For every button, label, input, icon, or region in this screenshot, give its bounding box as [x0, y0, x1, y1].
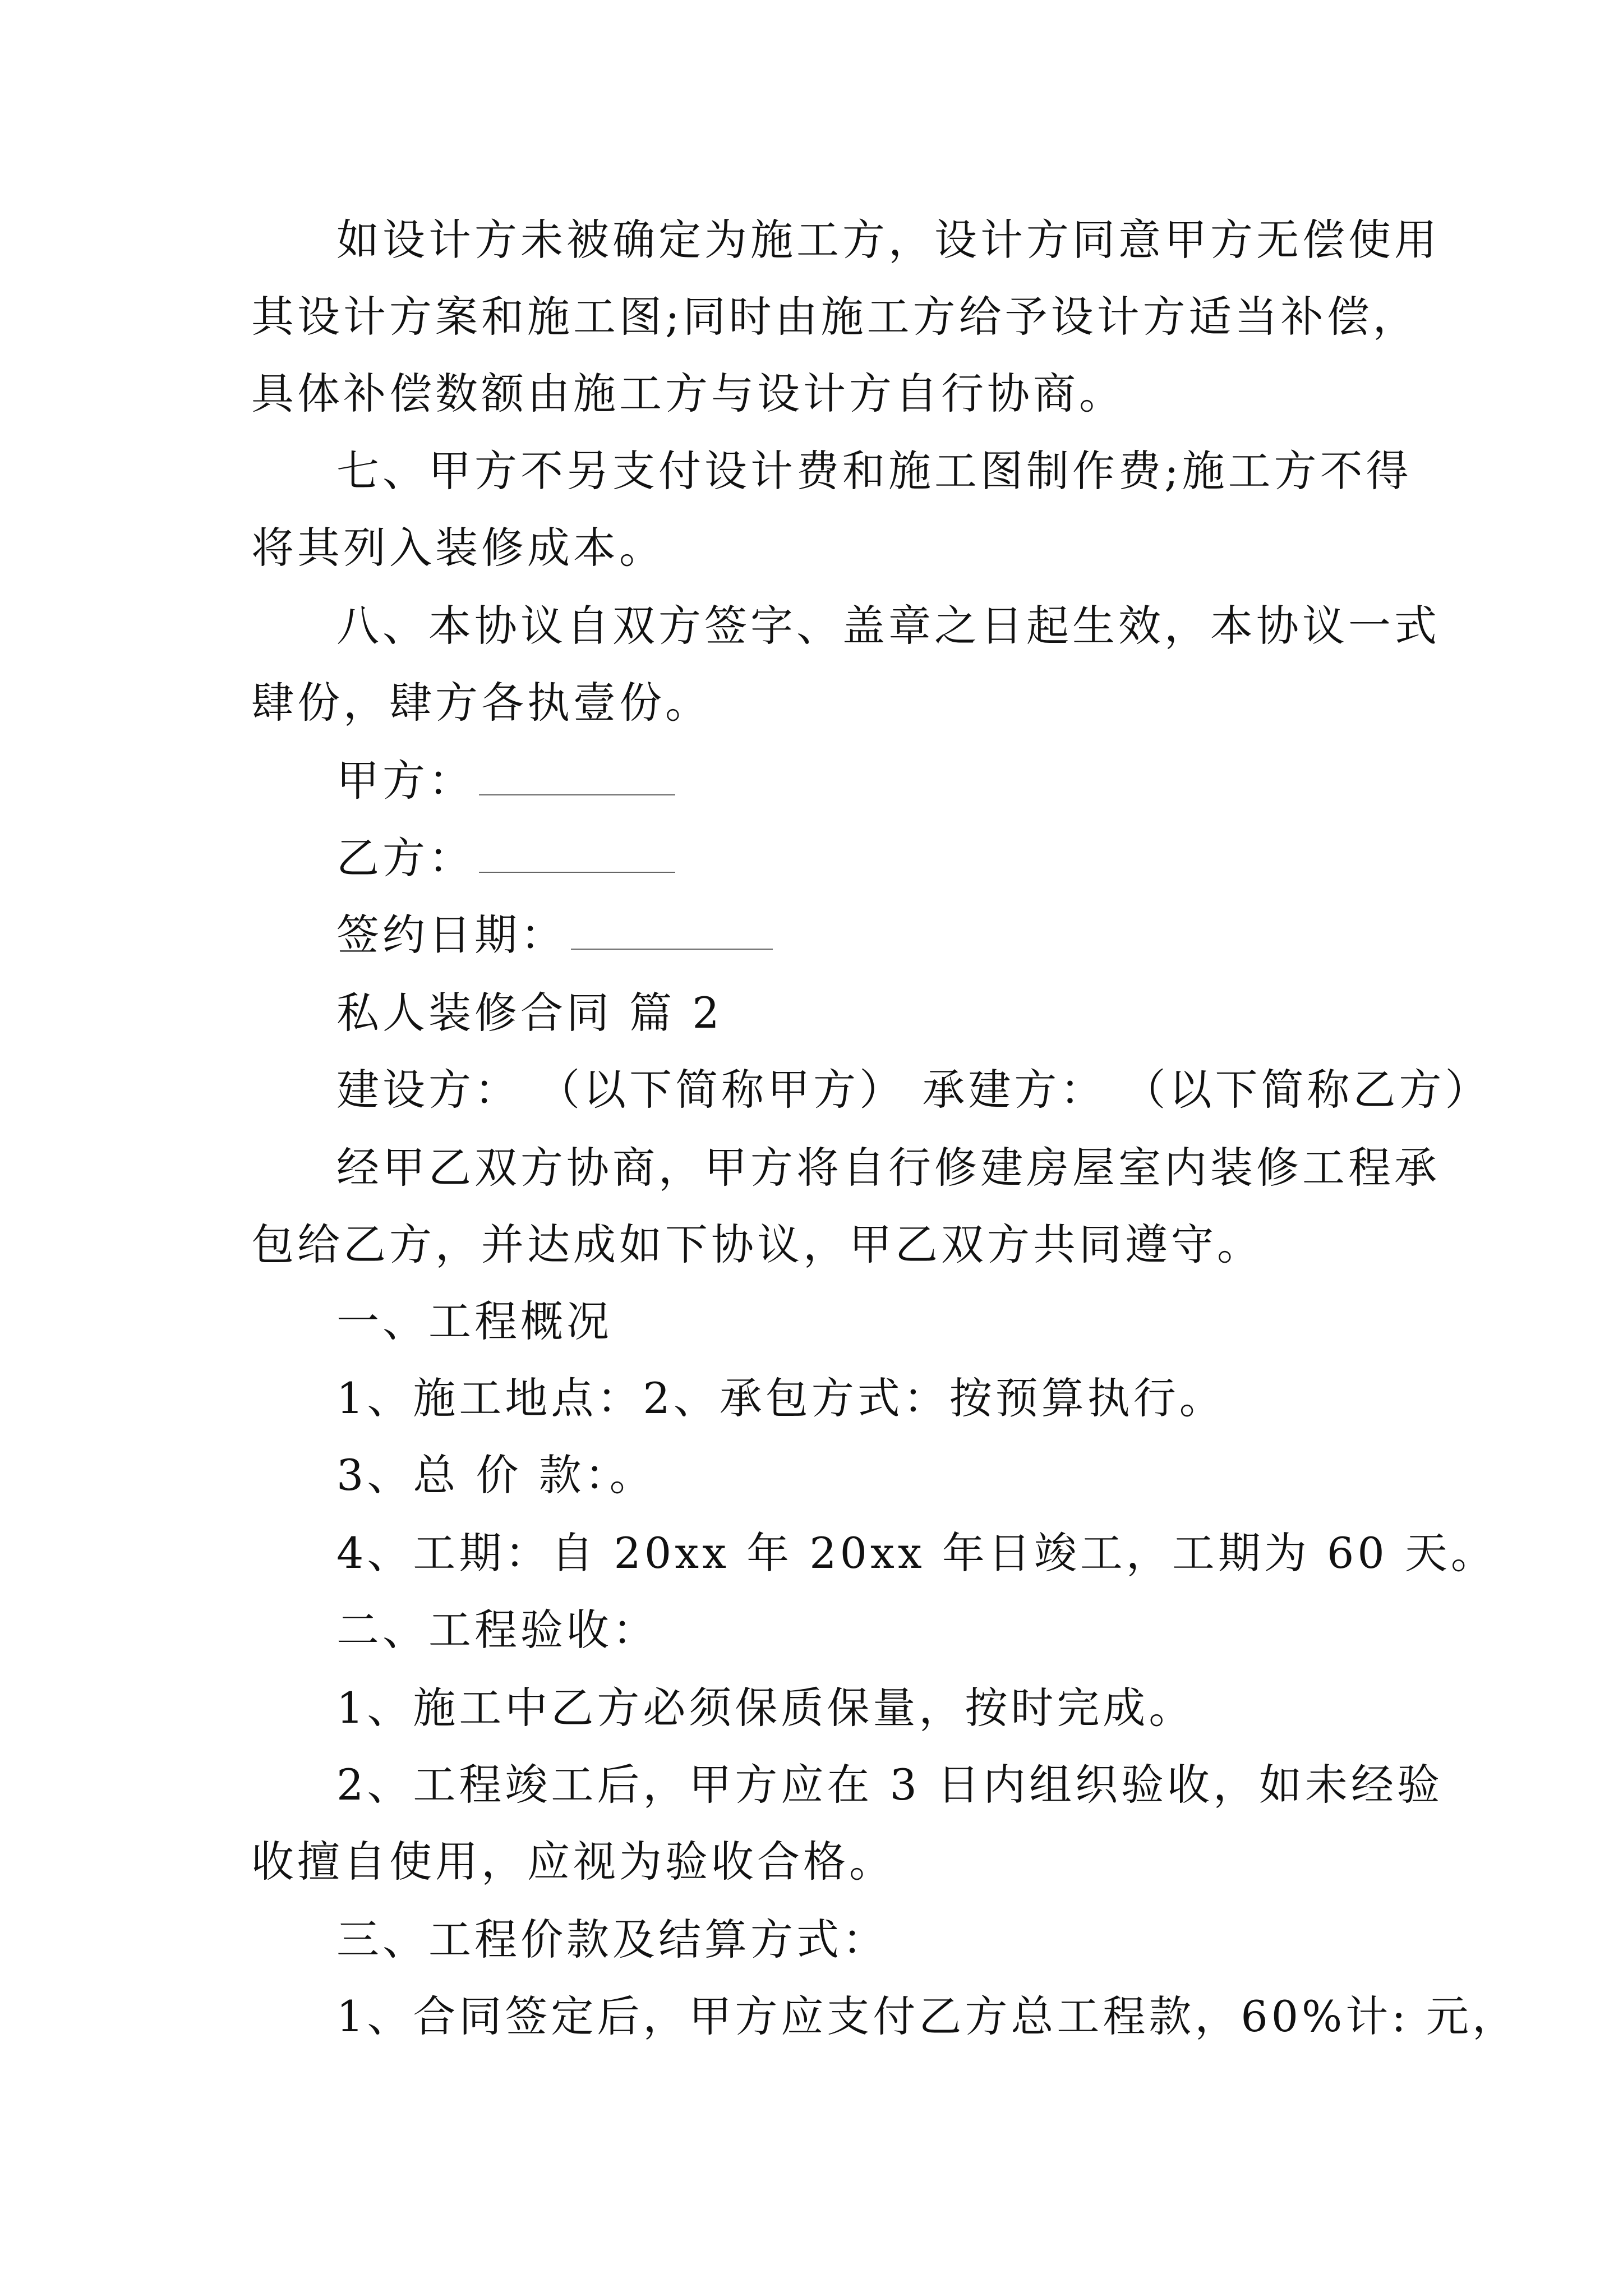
text-line: 将其列入装修成本。 — [251, 523, 665, 573]
text-line: 如设计方未被确定为施工方，设计方同意甲方无偿使用 — [336, 215, 1440, 265]
signing-date-blank — [571, 915, 773, 950]
text-line: 建设方： （以下简称甲方） 承建方： （以下简称乙方） — [336, 1065, 1491, 1115]
party-a-signature-line — [336, 753, 675, 809]
text-line: 七、甲方不另支付设计费和施工图制作费;施工方不得 — [336, 446, 1412, 496]
text-line: 一、工程概况 — [336, 1296, 612, 1346]
section-title: 私人装修合同 篇 2 — [336, 988, 723, 1038]
text-line: 3、总 价 款：。 — [336, 1450, 656, 1500]
text-line: 三、工程价款及结算方式： — [336, 1915, 888, 1964]
text-line: 包给乙方，并达成如下协议，甲乙双方共同遵守。 — [251, 1220, 1263, 1269]
text-line: 肆份，肆方各执壹份。 — [251, 678, 711, 728]
text-line: 二、工程验收： — [336, 1605, 658, 1655]
party-b-blank — [479, 838, 675, 873]
text-line: 1、施工中乙方必须保质保量，按时完成。 — [336, 1683, 1195, 1733]
text-line: 4、工期：自 20xx 年 20xx 年日竣工，工期为 60 天。 — [336, 1528, 1497, 1578]
party-a-blank — [479, 761, 675, 795]
signing-date-label: 签约日期： — [336, 910, 566, 960]
text-line: 收擅自使用，应视为验收合格。 — [251, 1837, 895, 1887]
text-line: 其设计方案和施工图;同时由施工方给予设计方适当补偿， — [251, 292, 1419, 342]
text-line: 经甲乙双方协商，甲方将自行修建房屋室内装修工程承 — [336, 1143, 1440, 1193]
party-b-signature-line — [336, 830, 675, 886]
text-line: 八、本协议自双方签字、盖章之日起生效，本协议一式 — [336, 601, 1440, 651]
text-line: 1、施工地点：2、承包方式：按预算执行。 — [336, 1373, 1225, 1423]
text-line: 具体补偿数额由施工方与设计方自行协商。 — [251, 369, 1125, 418]
party-a-label: 甲方： — [336, 756, 474, 806]
text-line: 2、工程竣工后，甲方应在 3 日内组织验收，如未经验 — [336, 1760, 1444, 1810]
party-b-label: 乙方： — [336, 833, 474, 883]
text-line: 1、合同签定后，甲方应支付乙方总工程款，60%计: 元， — [336, 1991, 1519, 2041]
signing-date-line — [336, 907, 773, 963]
